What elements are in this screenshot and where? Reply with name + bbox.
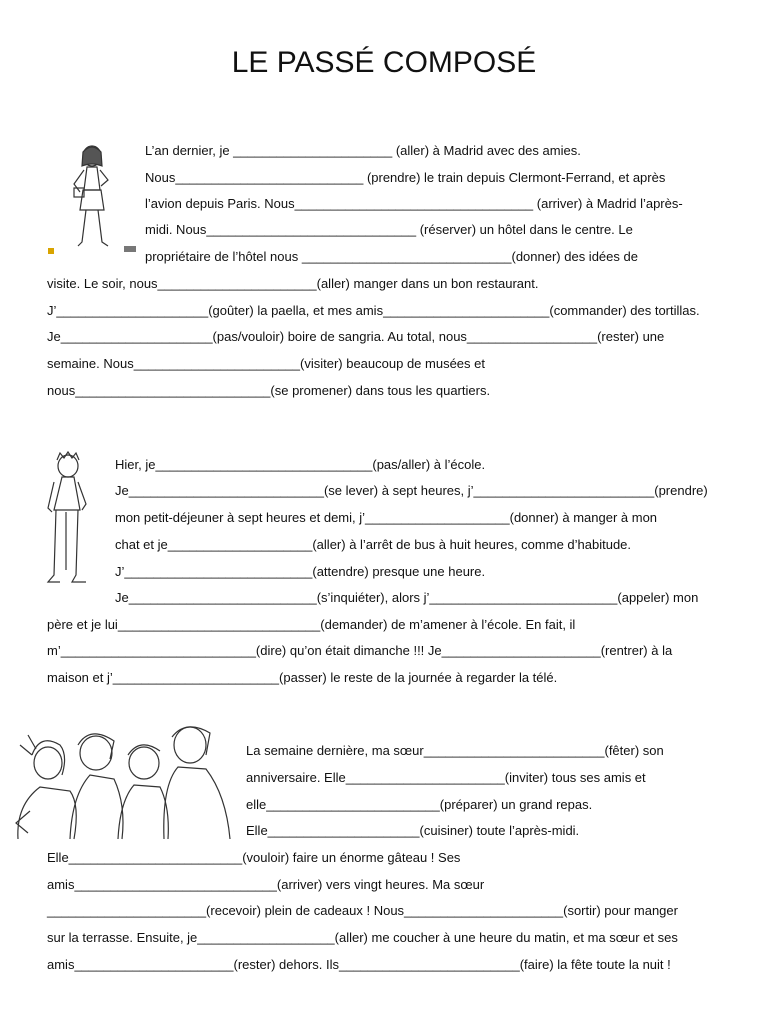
exercise-line: J’__________________________(attendre) presque une heure. — [115, 564, 486, 579]
exercise-line: Je___________________________(se lever) à sept heures, j’_________________________(prendre) — [115, 483, 708, 498]
exercise-line: elle________________________(préparer) un grand repas. — [246, 797, 593, 812]
exercise-line: Je_____________________(pas/vouloir) boire de sangria. Au total, nous__________________(rester) une — [47, 329, 665, 344]
exercise-line: amis______________________(rester) dehors. Ils_________________________(faire) la fête toute la nuit ! — [47, 957, 671, 972]
exercise-line: midi. Nous_____________________________ (réserver) un hôtel dans le centre. Le — [145, 222, 633, 237]
exercise-line: m’___________________________(dire) qu’on était dimanche !!! Je______________________(rentrer) à la — [47, 643, 673, 658]
friends-group-illustration — [10, 715, 235, 840]
exercise-line: visite. Le soir, nous______________________(aller) manger dans un bon restaurant. — [47, 276, 539, 291]
exercise-line: semaine. Nous_______________________(visiter) beaucoup de musées et — [47, 356, 485, 371]
exercise-line: Nous__________________________ (prendre) le train depuis Clermont-Ferrand, et après — [145, 170, 666, 185]
exercise-line: propriétaire de l’hôtel nous _____________________________(donner) des idées de — [145, 249, 638, 264]
exercise-line: maison et j’_______________________(passer) le reste de la journée à regarder la télé. — [47, 670, 558, 685]
exercise-line: mon petit-déjeuner à sept heures et demi, j’____________________(donner) à manger à mon — [115, 510, 658, 525]
exercise-line: Elle________________________(vouloir) faire un énorme gâteau ! Ses — [47, 850, 461, 865]
exercise-line: L’an dernier, je ______________________ (aller) à Madrid avec des amies. — [145, 143, 581, 158]
exercise-line: J’_____________________(goûter) la paella, et mes amis_______________________(commander) des tortillas. — [47, 303, 700, 318]
exercise-line: amis____________________________(arriver) vers vingt heures. Ma sœur — [47, 877, 485, 892]
exercise-line: sur la terrasse. Ensuite, je___________________(aller) me coucher à une heure du matin, et ma sœur et ses — [47, 930, 678, 945]
page-title: LE PASSÉ COMPOSÉ — [231, 46, 537, 79]
exercise-line: Hier, je______________________________(pas/aller) à l’école. — [115, 457, 486, 472]
girl-illustration — [46, 140, 138, 260]
exercise-line: ______________________(recevoir) plein de cadeaux ! Nous______________________(sortir) pour manger — [47, 903, 678, 918]
exercise-line: l’avion depuis Paris. Nous_________________________________ (arriver) à Madrid l’après- — [145, 196, 683, 211]
exercise-line: anniversaire. Elle______________________(inviter) tous ses amis et — [246, 770, 646, 785]
exercise-line: chat et je____________________(aller) à l’arrêt de bus à huit heures, comme d’habitude. — [115, 537, 632, 552]
exercise-line: père et je lui____________________________(demander) de m’amener à l’école. En fait, il — [47, 617, 576, 632]
exercise-line: La semaine dernière, ma sœur_________________________(fêter) son — [246, 743, 664, 758]
boy-illustration — [40, 450, 100, 590]
exercise-line: Elle_____________________(cuisiner) toute l’après-midi. — [246, 823, 580, 838]
exercise-line: nous___________________________(se promener) dans tous les quartiers. — [47, 383, 491, 398]
exercise-line: Je__________________________(s’inquiéter), alors j’__________________________(appeler) mon — [115, 590, 699, 605]
